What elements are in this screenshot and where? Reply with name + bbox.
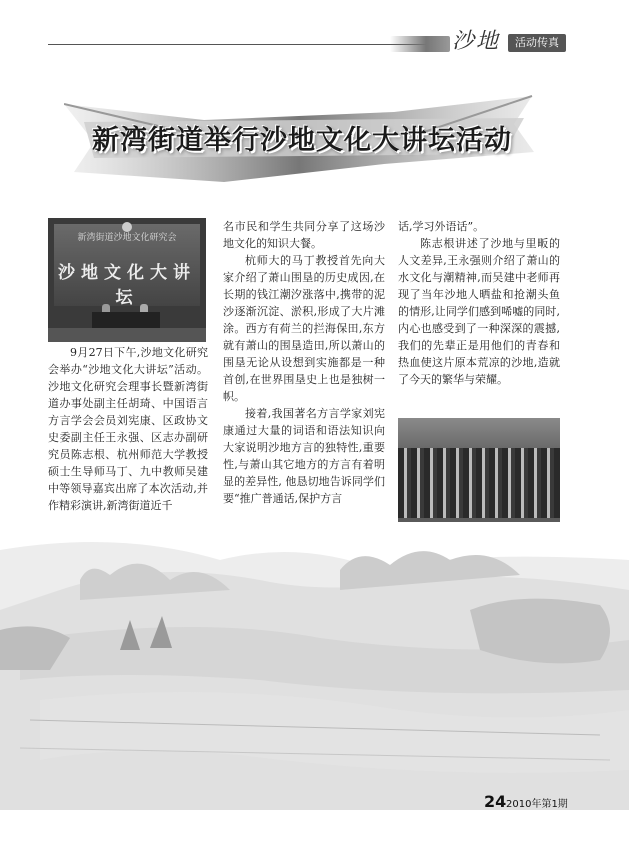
paragraph: 杭师大的马丁教授首先向大家介绍了萧山围垦的历史成因,在长期的钱江潮汐涨落中,携带的泥沙逐渐沉淀、淤积,形成了大片滩涂。西方有荷兰的拦海保田,东方就有萧山的围垦造田,所以萧山的围垦无论从设想到实施都是一种首创,在世界围垦史上也是独树一帜。 <box>223 254 385 403</box>
article-title: 新湾街道举行沙地文化大讲坛活动 <box>92 125 512 156</box>
section-tag: 活动传真 <box>508 34 566 52</box>
audience-row <box>398 462 560 476</box>
stage-photo <box>48 218 206 342</box>
landscape-illustration <box>0 520 629 810</box>
audience-row <box>398 448 560 462</box>
stage-floor <box>48 328 206 342</box>
paragraph: 话,学习外语话”。 <box>398 220 485 233</box>
audience-row <box>398 476 560 490</box>
podium-table <box>92 312 160 328</box>
header-brush-stroke <box>390 36 450 52</box>
hall-wall <box>398 418 560 448</box>
stage-title-text: 沙地文化大讲坛 <box>58 263 196 308</box>
audience-row <box>398 504 560 518</box>
header-rule <box>48 44 438 45</box>
paragraph: 9月27日下午,沙地文化研究会举办“沙地文化大讲坛”活动。沙地文化研究会理事长暨新湾街道办事处副主任胡琦、中国语言方言学会会员刘宪康、区政协文史委副主任王永强、区志办副研究员陈志根、杭州师范大学教授硕士生导师马丁、九中教师吴建中等领导嘉宾出席了本次活动,并作精彩演讲,新湾街道近千 <box>48 346 208 512</box>
text-column-1 <box>48 344 208 514</box>
audience-row <box>398 490 560 504</box>
paragraph: 名市民和学生共同分享了这场沙地文化的知识大餐。 <box>223 220 385 250</box>
text-column-2 <box>223 218 385 507</box>
audience-photo <box>398 418 560 522</box>
stage-banner-text: 新湾街道沙地文化研究会 <box>77 233 177 243</box>
paragraph: 陈志根讲述了沙地与里畈的人文差异,王永强则介绍了萧山的水文化与潮精神,而吴建中老师再现了当年沙地人晒盐和抢潮头鱼的情形,让同学们感到唏嘘的同时,内心也感受到了一种深深的震撼,我们的先辈正是用他们的青春和热血使这片原本荒凉的沙地,造就了今天的繁华与荣耀。 <box>398 237 560 386</box>
page-number: 24 <box>484 792 507 811</box>
issue-label: 2010年第1期 <box>506 799 568 810</box>
magazine-brand: 沙地 <box>452 29 501 54</box>
paragraph: 接着,我国著名方言学家刘宪康通过大量的词语和语法知识向大家说明沙地方言的独特性,重要性,与萧山其它地方的方言有着明显的差异性, 他恳切地告诉同学们要“推广普通话,保护方言 <box>223 407 385 505</box>
text-column-3 <box>398 218 560 388</box>
